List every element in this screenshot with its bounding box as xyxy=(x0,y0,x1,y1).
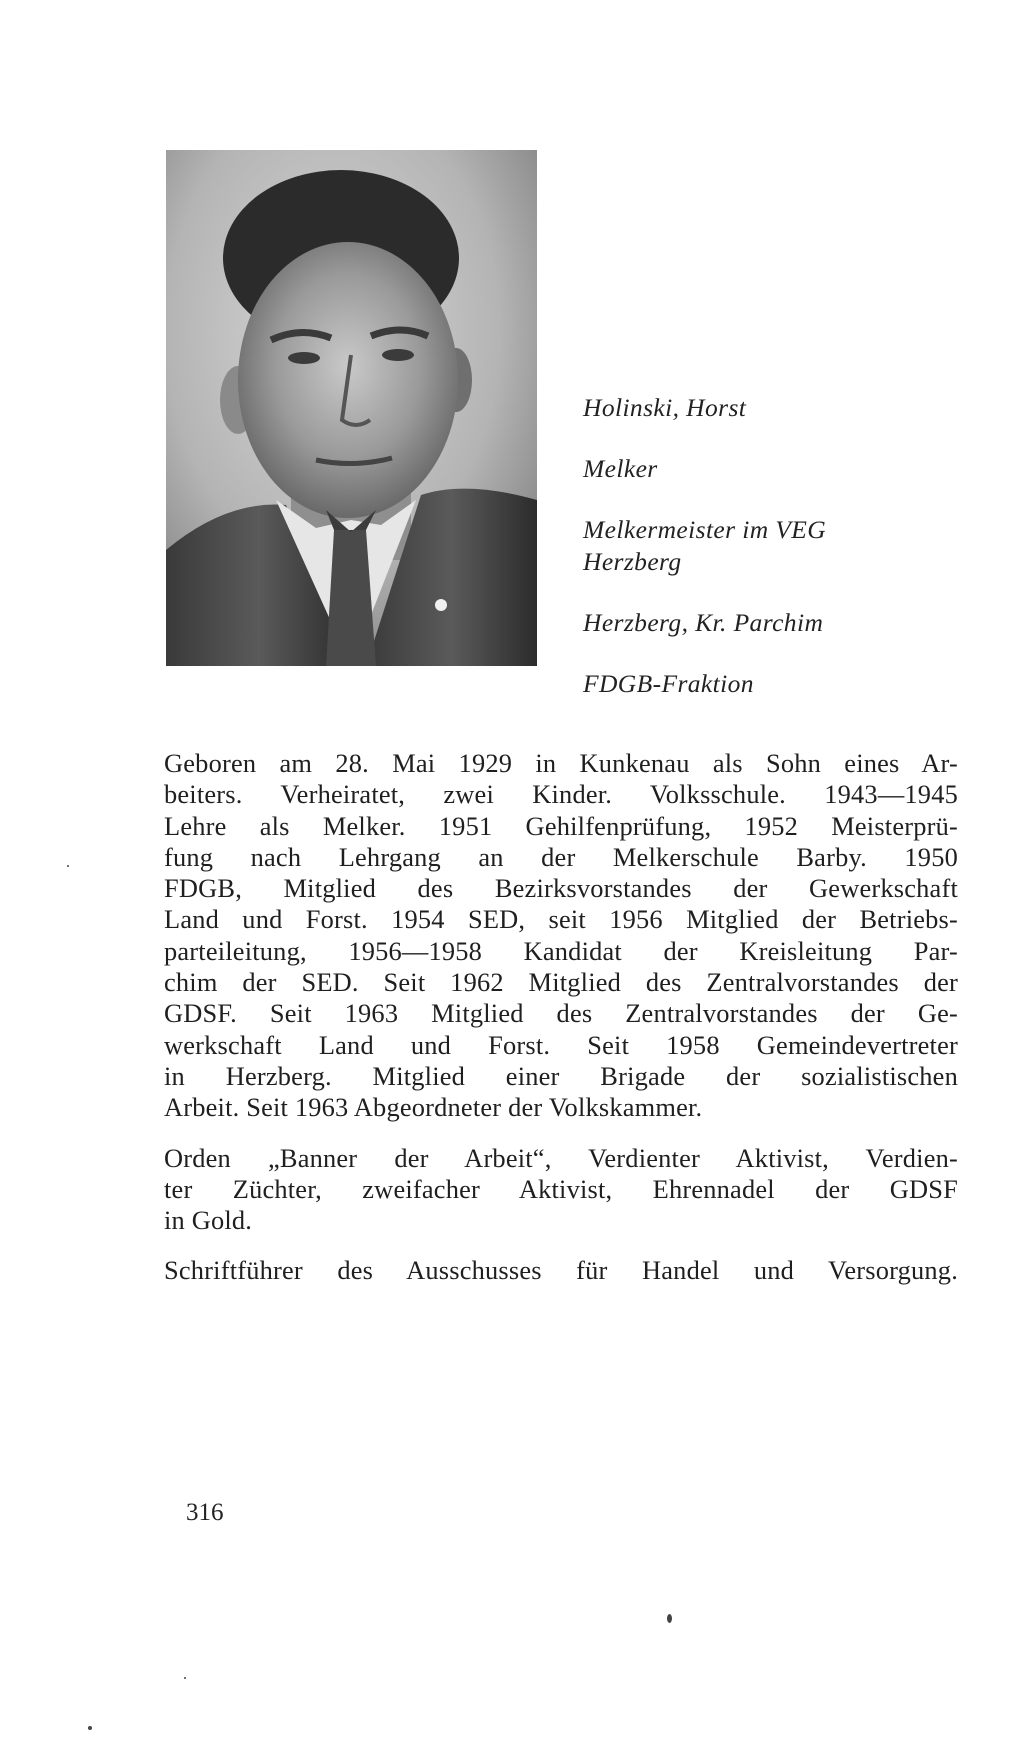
person-name: Holinski, Horst xyxy=(583,393,747,422)
scan-speck xyxy=(88,1726,92,1730)
bio-line: Lehre als Melker. 1951 Gehilfenprüfung, 1952 Meisterprü- xyxy=(164,810,958,841)
person-residence: Herzberg, Kr. Parchim xyxy=(583,608,824,637)
person-position-line1: Melkermeister im VEG xyxy=(583,515,827,544)
bio-line: Schriftführer des Ausschusses für Handel und Versorgung. xyxy=(164,1255,958,1286)
bio-line: fung nach Lehrgang an der Melkerschule Barby. 1950 xyxy=(164,841,958,872)
bio-line: beiters. Verheiratet, zwei Kinder. Volksschule. 1943—1945 xyxy=(164,779,958,810)
portrait-photo xyxy=(166,150,537,666)
biography-paragraph-2 xyxy=(164,1143,958,1237)
biography-paragraph-3 xyxy=(164,1255,958,1286)
scan-speck xyxy=(67,865,69,867)
bio-line: in Herzberg. Mitglied einer Brigade der sozialistischen xyxy=(164,1060,958,1091)
page-number: 316 xyxy=(186,1499,224,1526)
bio-line: Geboren am 28. Mai 1929 in Kunkenau als Sohn eines Ar- xyxy=(164,748,958,778)
bio-line: werkschaft Land und Forst. Seit 1958 Gemeindevertreter xyxy=(164,1029,958,1060)
person-position-line2: Herzberg xyxy=(583,547,682,576)
bio-line: ter Züchter, zweifacher Aktivist, Ehrennadel der GDSF xyxy=(164,1173,958,1204)
bio-line: parteileitung, 1956—1958 Kandidat der Kreisleitung Par- xyxy=(164,935,958,966)
bio-line: Orden „Banner der Arbeit“, Verdienter Aktivist, Verdien- xyxy=(164,1142,958,1173)
biography xyxy=(164,748,958,1287)
biography-paragraph-1 xyxy=(164,748,958,1124)
bio-line: GDSF. Seit 1963 Mitglied des Zentralvorstandes der Ge- xyxy=(164,998,958,1029)
scan-speck xyxy=(184,1677,186,1679)
bio-line: Arbeit. Seit 1963 Abgeordneter der Volkskammer. xyxy=(164,1092,703,1123)
person-profession: Melker xyxy=(583,454,658,483)
bio-line: chim der SED. Seit 1962 Mitglied des Zentralvorstandes der xyxy=(164,967,958,998)
person-faction: FDGB-Fraktion xyxy=(583,669,754,698)
person-details xyxy=(583,392,983,700)
bio-line: in Gold. xyxy=(164,1205,253,1236)
bio-line: Land und Forst. 1954 SED, seit 1956 Mitglied der Betriebs- xyxy=(164,904,958,935)
bio-line: FDGB, Mitglied des Bezirksvorstandes der Gewerkschaft xyxy=(164,873,958,904)
scan-speck xyxy=(667,1614,672,1623)
